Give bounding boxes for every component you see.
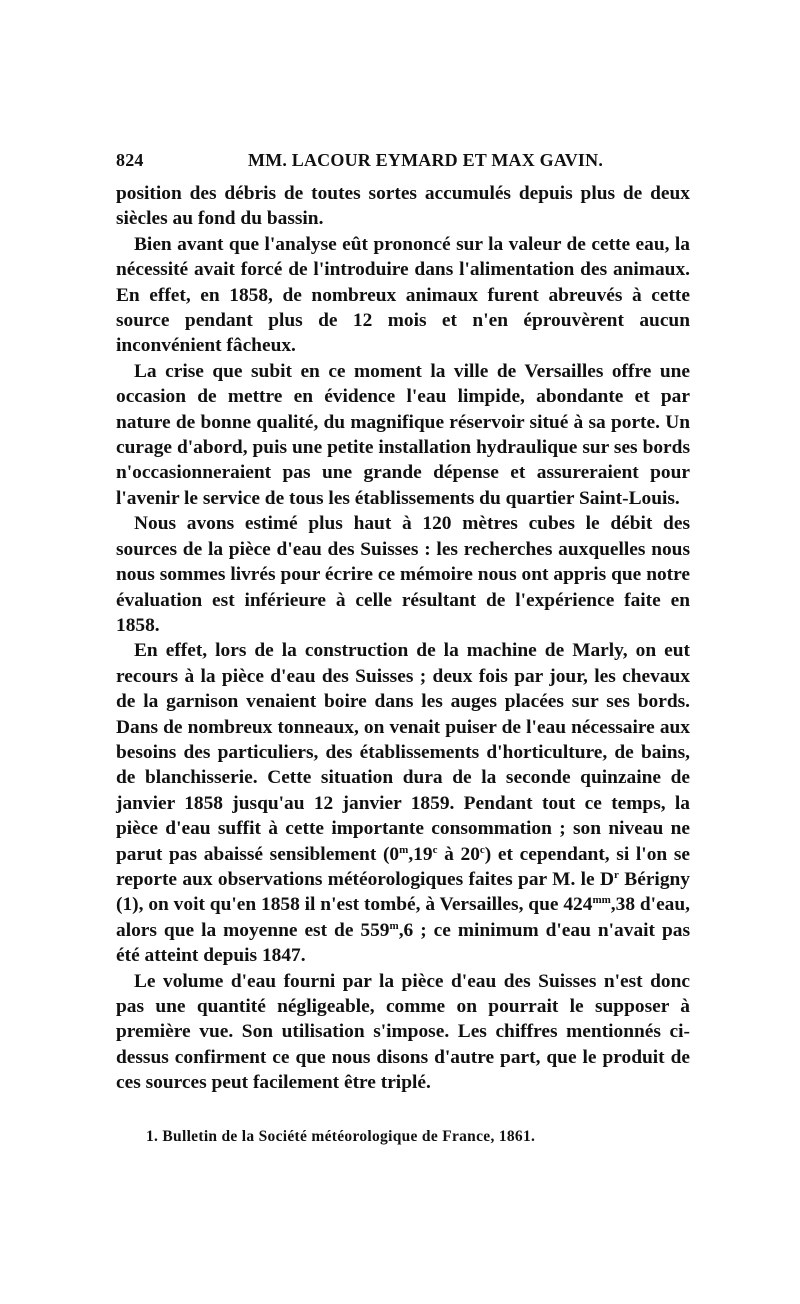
paragraph-estimate: Nous avons estimé plus haut à 120 mètres cubes le débit des sources de la pièce d'eau des Suisses : les recherches auxquelles nous nous sommes livrés pour écrire ce mémoire nous ont appris que notre évaluation est inférieure à celle résultant de l'expérience faite en 1858. bbox=[116, 513, 690, 636]
paragraph-analysis: Bien avant que l'analyse eût prononcé sur la valeur de cette eau, la nécessité avait forcé de l'introduire dans l'alimentation des animaux. En effet, en 1858, de nombreux animaux furent abreuvés à cette source pendant plus de 12 mois et n'en éprouvèrent aucun inconvénient fâcheux. bbox=[116, 233, 690, 357]
superscript-unit: c bbox=[432, 843, 438, 856]
text-segment: ,38 d'eau, alors que la moyenne est de 559 bbox=[116, 894, 690, 941]
text-segment: ) et cependant, si l'on se reporte aux observations météorologiques faites par M. le D bbox=[116, 843, 691, 890]
paragraph-continuation: position des débris de toutes sortes accumulés depuis plus de deux siècles au fond du bassin. bbox=[116, 183, 690, 230]
body-text bbox=[116, 181, 690, 1096]
paragraph-conclusion: Le volume d'eau fourni par la pièce d'eau des Suisses n'est donc pas une quantité négligeable, comme on pourrait le supposer à première vue. Son utilisation s'impose. Les chiffres mentionnés ci-dessus confirment ce que nous disons d'autre part, que le produit de ces sources peut facilement être triplé. bbox=[116, 970, 690, 1094]
superscript-unit: m bbox=[399, 843, 409, 856]
paragraph-marly bbox=[116, 638, 690, 968]
running-title: MM. LACOUR EYMARD ET MAX GAVIN. bbox=[248, 150, 604, 170]
superscript-abbrev: r bbox=[614, 868, 619, 881]
text-segment: Bérigny (1), on voit qu'en 1858 il n'est tombé, à Versailles, que 424 bbox=[116, 868, 690, 916]
page-number: 824 bbox=[116, 150, 144, 170]
running-header bbox=[116, 150, 696, 174]
text-segment: ,6 ; ce minimum d'eau n'avait pas été atteint depuis 1847. bbox=[116, 919, 690, 967]
text-segment: En effet, lors de la construction de la machine de Marly, on eut recours à la pièce d'eau des Suisses ; deux fois par jour, les chevaux de la garnison venaient boire dans les auges placées sur ses bords. Dans de nombreux tonneaux, on venait puiser de l'eau nécessaire aux besoins des particuliers, des établissements d'horticulture, de bains, de blanchisserie. Cette situation dura de la seconde quinzaine de janvier 1858 jusqu'au 12 janvier 1859. Pendant tout ce temps, la pièce d'eau suffit à cette importante consommation ; son niveau ne parut pas abaissé sensiblement (0 bbox=[116, 640, 690, 865]
text-segment: ,19 bbox=[408, 843, 433, 865]
text-segment: à 20 bbox=[437, 843, 480, 865]
superscript-unit: mm bbox=[592, 894, 611, 907]
superscript-unit: c bbox=[479, 843, 485, 856]
paragraph-crisis: La crise que subit en ce moment la ville de Versailles offre une occasion de mettre en évidence l'eau limpide, abondante et par nature de bonne qualité, du magnifique réservoir situé à sa porte. Un curage d'abord, puis une petite installation hydraulique sur ses bords n'occasionneraient pas une grande dépense et assureraient pour l'avenir le service de tous les établissements du quartier Saint-Louis. bbox=[116, 360, 690, 509]
footnote: 1. Bulletin de la Société météorologique de France, 1861. bbox=[146, 1128, 536, 1145]
superscript-unit: m bbox=[389, 919, 399, 932]
